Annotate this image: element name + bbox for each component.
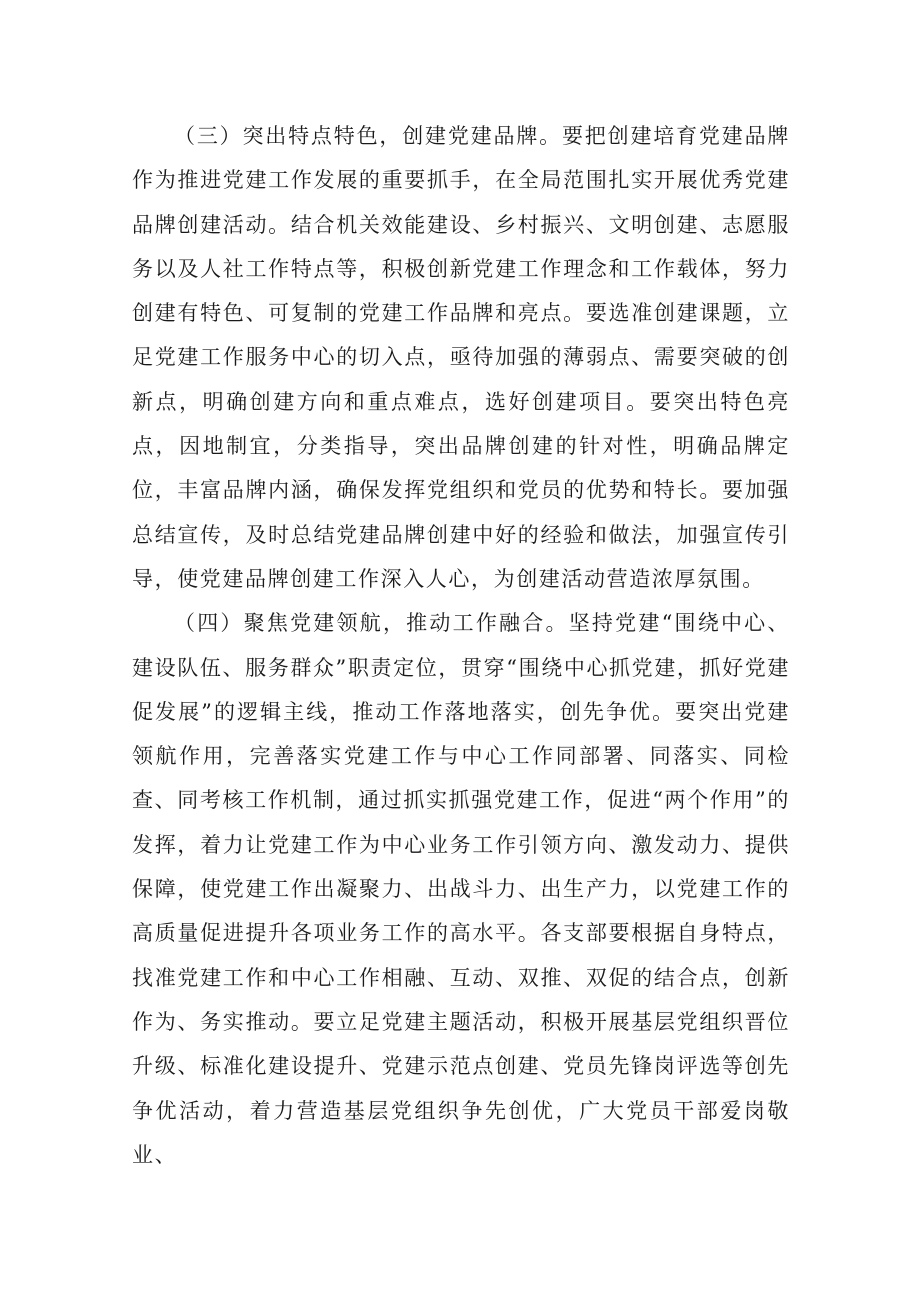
paragraph-section-three: （三）突出特点特色，创建党建品牌。要把创建培育党建品牌作为推进党建工作发展的重要抓手，在全局范围扎实开展优秀党建品牌创建活动。结合机关效能建设、乡村振兴、文明创建、志愿服务以及人社工作特点等，积极创新党建工作理念和工作载体，努力创建有特色、可复制的党建工作品牌和亮点。要选准创建课题，立足党建工作服务中心的切入点，亟待加强的薄弱点、需要突破的创新点，明确创建方向和重点难点，选好创建项目。要突出特色亮点，因地制宜，分类指导，突出品牌创建的针对性，明确品牌定位，丰富品牌内涵，确保发挥党组织和党员的优势和特长。要加强总结宣传，及时总结党建品牌创建中好的经验和做法，加强宣传引导，使党建品牌创建工作深入人心，为创建活动营造浓厚氛围。 <box>132 124 790 591</box>
document-body <box>132 114 790 1177</box>
paragraph-section-four: （四）聚焦党建领航，推动工作融合。坚持党建“围绕中心、建设队伍、服务群众”职责定位，贯穿“围绕中心抓党建，抓好党建促发展”的逻辑主线，推动工作落地落实，创先争优。要突出党建领航作用，完善落实党建工作与中心工作同部署、同落实、同检查、同考核工作机制，通过抓实抓强党建工作，促进“两个作用”的发挥，着力让党建工作为中心业务工作引领方向、激发动力、提供保障，使党建工作出凝聚力、出战斗力、出生产力，以党建工作的高质量促进提升各项业务工作的高水平。各支部要根据自身特点，找准党建工作和中心工作相融、互动、双推、双促的结合点，创新作为、务实推动。要立足党建主题活动，积极开展基层党组织晋位升级、标准化建设提升、党建示范点创建、党员先锋岗评选等创先争优活动，着力营造基层党组织争先创优，广大党员干部爱岗敬业、 <box>132 611 790 1167</box>
